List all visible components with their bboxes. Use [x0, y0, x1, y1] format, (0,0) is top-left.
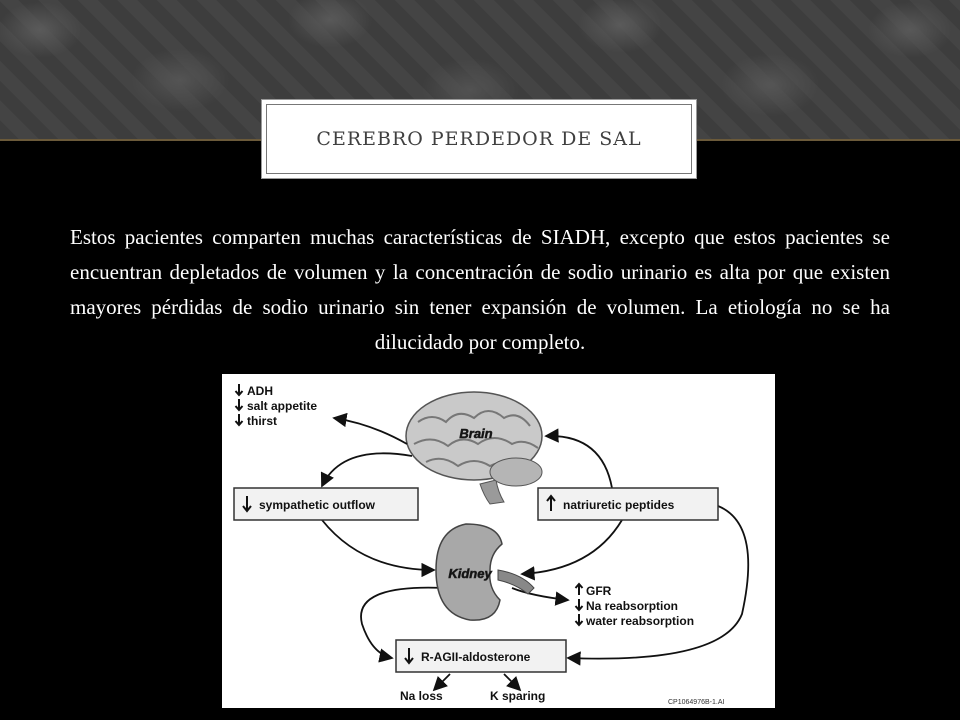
kidney-effect-gfr: GFR — [586, 584, 612, 598]
brain-effect-salt-appetite: salt appetite — [247, 399, 318, 413]
kidney-effects-list — [576, 584, 695, 628]
title-box — [261, 99, 697, 179]
title-box-frame — [266, 104, 692, 174]
diagram-svg — [222, 374, 775, 708]
down-arrow-icon — [576, 599, 583, 610]
kidney-effect-water-reabsorption: water reabsorption — [586, 614, 695, 628]
arrow-sympathetic-to-kidney — [322, 520, 434, 570]
na-loss-label: Na loss — [400, 689, 443, 703]
raas-box — [396, 640, 566, 672]
sympathetic-outflow-box — [234, 488, 418, 520]
slide-body-text: Estos pacientes comparten muchas características de SIADH, excepto que estos pacientes se encuentran depletados de volumen y la concentración de sodio urinario es alta por que existen mayores pérdidas de sodio urinario sin tener expansión de volumen. La etiología no se ha dilucidado por completo. — [70, 225, 890, 354]
sympathetic-outflow-label: sympathetic outflow — [259, 498, 376, 512]
down-arrow-icon — [576, 614, 583, 625]
arrow-brain-to-effects — [334, 418, 407, 444]
arrow-natriuretic-to-raas — [568, 506, 748, 659]
up-arrow-icon — [576, 584, 583, 595]
arrow-natriuretic-to-brain — [546, 436, 612, 488]
arrow-natriuretic-to-kidney — [522, 520, 622, 574]
arrow-raas-to-na-loss — [434, 674, 450, 690]
brain-effect-thirst: thirst — [247, 414, 277, 428]
slide-title: CEREBRO PERDEDOR DE SAL — [316, 128, 642, 150]
kidney-label: Kidney — [448, 566, 492, 581]
figure-code: CP1064976B-1.AI — [668, 699, 725, 706]
brain-effects-list — [236, 384, 318, 428]
k-sparing-label: K sparing — [490, 689, 546, 703]
down-arrow-icon — [236, 399, 243, 410]
down-arrow-icon — [236, 414, 243, 425]
brain-illustration — [406, 392, 542, 504]
arrow-brain-to-sympathetic — [322, 453, 412, 486]
arrow-raas-to-k-sparing — [504, 674, 520, 690]
kidney-illustration — [436, 524, 534, 620]
raas-label: R-AGII-aldosterone — [421, 650, 531, 664]
natriuretic-peptides-box — [538, 488, 718, 520]
arrow-kidney-to-effects — [512, 588, 568, 600]
csw-diagram — [222, 374, 775, 708]
kidney-effect-na-reabsorption: Na reabsorption — [586, 599, 679, 613]
brain-effect-adh: ADH — [247, 384, 273, 398]
brain-label: Brain — [459, 426, 493, 441]
down-arrow-icon — [236, 384, 243, 395]
natriuretic-peptides-label: natriuretic peptides — [563, 498, 675, 512]
